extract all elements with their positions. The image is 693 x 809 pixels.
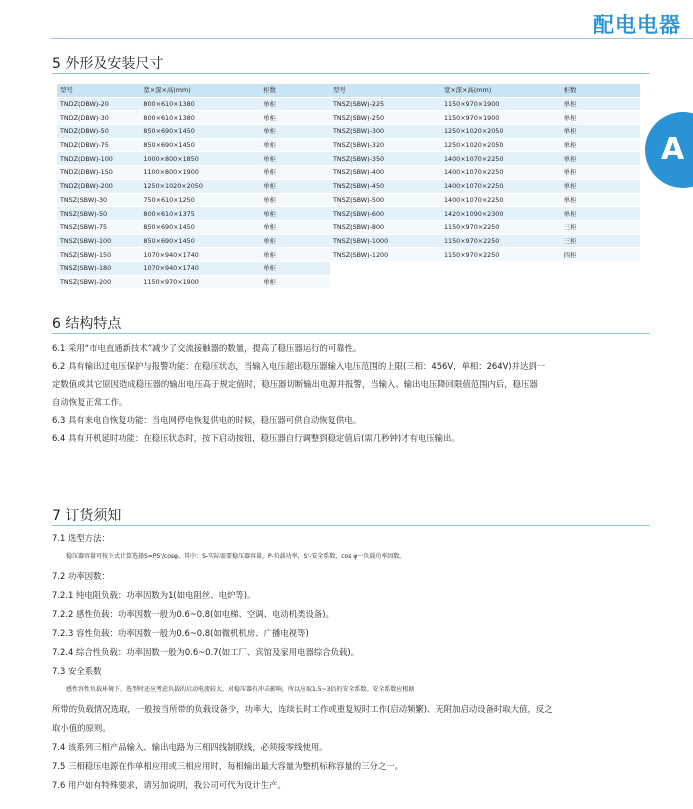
table-cell-empty — [561, 261, 640, 275]
table-cell: 1150×970×1900 — [140, 275, 260, 289]
dimension-table — [57, 84, 640, 289]
table-cell: TNDZ(DBW)-30 — [57, 111, 140, 125]
paragraph-line: 6.3 具有来电自恢复功能：当电网停电恢复供电的时候，稳压器可供自动恢复供电。 — [52, 415, 362, 425]
table-cell-empty — [330, 275, 441, 289]
section5-divider — [52, 73, 650, 74]
table-cell: TNSZ(SBW)-200 — [57, 275, 140, 289]
table-cell: TNSZ(SBW)-320 — [330, 138, 441, 152]
table-cell: TNSZ(SBW)-250 — [330, 111, 441, 125]
table-cell: 850×690×1450 — [140, 234, 260, 248]
table-cell: 单柜 — [260, 220, 330, 234]
paragraph-line: 7.4 该系列三相产品输入、输出电路为三相四线制联线，必须接零线使用。 — [52, 742, 328, 752]
table-cell-empty — [441, 275, 561, 289]
table-row — [57, 138, 640, 152]
table-cell: 1400×1070×2250 — [441, 152, 561, 166]
table-cell: 1150×970×1900 — [441, 97, 561, 111]
paragraph-line: 7.2 功率因数： — [52, 571, 110, 581]
table-cell: 1400×1070×2250 — [441, 179, 561, 193]
table-cell: 1250×1020×2050 — [140, 179, 260, 193]
table-cell: 单柜 — [260, 152, 330, 166]
section7-divider — [52, 525, 650, 526]
table-row — [57, 193, 640, 207]
table-cell: 单柜 — [260, 207, 330, 221]
table-cell: TNSZ(SBW)-400 — [330, 166, 441, 180]
table-cell: 单柜 — [561, 193, 640, 207]
table-cell: 单柜 — [561, 97, 640, 111]
table-cell: TNDZ(DBW)-50 — [57, 125, 140, 139]
table-cell: 单柜 — [260, 234, 330, 248]
section6-title: 6 结构特点 — [52, 316, 122, 332]
paragraph-line: 稳压器容量可按下式计算选择S=PS'/cosφ。其中：S-实际需要稳压器容量，P-负载功率，S'-安全系数，cos φ一负载功率因数。 — [66, 553, 406, 560]
paragraph-line: 7.2.4 综合性负载：功率因数一般为0.6~0.7(如工厂、宾馆及家用电器综合负载)。 — [52, 647, 360, 657]
table-cell: TNSZ(SBW)-225 — [330, 97, 441, 111]
table-cell: 800×610×1380 — [140, 97, 260, 111]
table-cell: 1000×800×1850 — [140, 152, 260, 166]
table-cell: TNSZ(SBW)-800 — [330, 220, 441, 234]
brand-title: 配电电器 — [593, 13, 681, 37]
table-cell: 1420×1090×2300 — [441, 207, 561, 221]
table-cell: 850×690×1450 — [140, 125, 260, 139]
table-cell: 800×610×1375 — [140, 207, 260, 221]
table-cell: 三柜 — [561, 234, 640, 248]
paragraph-line: 7.3 安全系数 — [52, 666, 102, 676]
table-cell: 单柜 — [260, 138, 330, 152]
table-cell-empty — [330, 261, 441, 275]
header-cell-cabinets: 柜数 — [260, 84, 330, 97]
table-cell-empty — [561, 275, 640, 289]
table-cell: 单柜 — [561, 179, 640, 193]
table-cell: 750×610×1250 — [140, 193, 260, 207]
table-cell: 800×610×1380 — [140, 111, 260, 125]
table-row — [57, 97, 640, 111]
table-cell: 1150×970×2250 — [441, 220, 561, 234]
table-cell: TNSZ(SBW)-300 — [330, 125, 441, 139]
table-cell: TNSZ(SBW)-1200 — [330, 248, 441, 262]
table-row — [57, 248, 640, 262]
table-cell: TNDZ(DBW)-20 — [57, 97, 140, 111]
table-cell: 单柜 — [260, 261, 330, 275]
table-row — [57, 234, 640, 248]
table-cell: TNSZ(SBW)-50 — [57, 207, 140, 221]
table-cell: TNSZ(SBW)-75 — [57, 220, 140, 234]
header-cell-model: 型号 — [330, 84, 441, 97]
header-cell-cabinets: 柜数 — [561, 84, 640, 97]
table-row — [57, 125, 640, 139]
table-cell: 单柜 — [561, 111, 640, 125]
table-row — [57, 111, 640, 125]
table-cell: 850×690×1450 — [140, 220, 260, 234]
table-cell: TNSZ(SBW)-30 — [57, 193, 140, 207]
paragraph-line: 感性容性负载环境下，选型时还应考虑负载的启动电流较大，对稳压器有冲击影响，所以应取1.5~3倍的安全系数。安全系数应根据 — [66, 686, 415, 693]
table-cell: 单柜 — [260, 179, 330, 193]
paragraph-line: 7.2.1 纯电阻负载：功率因数为1(如电阻丝、电炉等)。 — [52, 590, 256, 600]
header-divider — [50, 38, 693, 39]
paragraph-line: 6.2 具有输出过电压保护与报警功能：在稳压状态，当输入电压超出稳压器输入电压范围的上限(三相：456V，单相：264V)并达到一 — [52, 361, 546, 371]
paragraph-line: 6.4 具有开机延时功能：在稳压状态时，按下启动按钮，稳压器自行调整到稳定值后(需几秒钟)才有电压输出。 — [52, 433, 460, 443]
section7-title: 7 订货须知 — [52, 508, 122, 524]
table-cell: TNSZ(SBW)-100 — [57, 234, 140, 248]
table-cell: 1070×940×1740 — [140, 261, 260, 275]
paragraph-line: 所带的负载情况选取，一般按当所带的负载设备少，功率大，连续长时工作或重复短时工作(启动频繁)、无附加启动设备时取大值，反之 — [52, 704, 553, 714]
table-cell: 1150×970×2250 — [441, 234, 561, 248]
section5-title: 5 外形及安装尺寸 — [52, 56, 164, 72]
table-header-row — [57, 84, 640, 97]
table-cell: TNDZ(DBW)-200 — [57, 179, 140, 193]
table-cell: TNSZ(SBW)-180 — [57, 261, 140, 275]
table-cell: TNDZ(DBW)-75 — [57, 138, 140, 152]
table-cell: 单柜 — [260, 166, 330, 180]
table-cell: 单柜 — [260, 248, 330, 262]
table-cell: TNSZ(SBW)-150 — [57, 248, 140, 262]
table-cell: TNSZ(SBW)-350 — [330, 152, 441, 166]
table-row — [57, 261, 640, 275]
table-cell: 单柜 — [260, 275, 330, 289]
table-cell: 1150×970×1900 — [441, 111, 561, 125]
table-cell: 单柜 — [561, 125, 640, 139]
table-cell: 单柜 — [561, 166, 640, 180]
table-row — [57, 166, 640, 180]
paragraph-line: 6.1 采用“市电直通新技术”减少了交流接触器的数量，提高了稳压器运行的可靠性。 — [52, 343, 362, 353]
table-row — [57, 152, 640, 166]
table-cell: 1250×1020×2050 — [441, 138, 561, 152]
paragraph-line: 取小值的原则。 — [52, 723, 111, 733]
paragraph-line: 定数值或其它原因造成稳压器的输出电压高于规定值时，稳压器切断输出电源并报警，当输入、输出电压降回限值范围内后，稳压器 — [52, 379, 538, 389]
table-row — [57, 207, 640, 221]
paragraph-line: 自动恢复正常工作。 — [52, 397, 128, 407]
section6-divider — [52, 333, 650, 334]
table-cell: 单柜 — [561, 152, 640, 166]
table-cell: TNSZ(SBW)-600 — [330, 207, 441, 221]
paragraph-line: 7.2.2 感性负载：功率因数一般为0.6~0.8(如电梯、空调、电动机类设备)。 — [52, 609, 334, 619]
paragraph-line: 7.2.3 容性负载：功率因数一般为0.6~0.8(如微机机房、广播电视等) — [52, 628, 309, 638]
table-cell: 1400×1070×2250 — [441, 166, 561, 180]
section-badge: A — [645, 112, 693, 188]
table-cell-empty — [441, 261, 561, 275]
header-cell-size: 宽×深×高(mm) — [441, 84, 561, 97]
table-cell: 单柜 — [260, 125, 330, 139]
table-cell: 1250×1020×2050 — [441, 125, 561, 139]
table-cell: 单柜 — [260, 193, 330, 207]
paragraph-line: 7.1 选型方法： — [52, 533, 110, 543]
table-cell: 单柜 — [561, 207, 640, 221]
header-cell-size: 宽×深×高(mm) — [140, 84, 260, 97]
table-cell: TNSZ(SBW)-450 — [330, 179, 441, 193]
table-cell: 三柜 — [561, 220, 640, 234]
table-cell: 单柜 — [260, 97, 330, 111]
table-cell: TNSZ(SBW)-1000 — [330, 234, 441, 248]
table-cell: 单柜 — [260, 111, 330, 125]
header-cell-model: 型号 — [57, 84, 140, 97]
table-row — [57, 179, 640, 193]
table-cell: 1100×800×1900 — [140, 166, 260, 180]
table-cell: 单柜 — [561, 138, 640, 152]
table-cell: 四柜 — [561, 248, 640, 262]
table-row — [57, 275, 640, 289]
paragraph-line: 7.6 用户如有特殊要求，请另加说明，我公司可代为设计生产。 — [52, 780, 286, 790]
table-cell: TNDZ(DBW)-150 — [57, 166, 140, 180]
paragraph-line: 7.5 三相稳压电源在作单相应用或三相应用时，每相输出最大容量为整机标称容量的三分之一。 — [52, 761, 403, 771]
table-cell: TNDZ(DBW)-100 — [57, 152, 140, 166]
table-cell: 1070×940×1740 — [140, 248, 260, 262]
table-cell: 850×690×1450 — [140, 138, 260, 152]
table-cell: 1150×970×2250 — [441, 248, 561, 262]
table-cell: TNSZ(SBW)-500 — [330, 193, 441, 207]
table-row — [57, 220, 640, 234]
table-cell: 1400×1070×2250 — [441, 193, 561, 207]
